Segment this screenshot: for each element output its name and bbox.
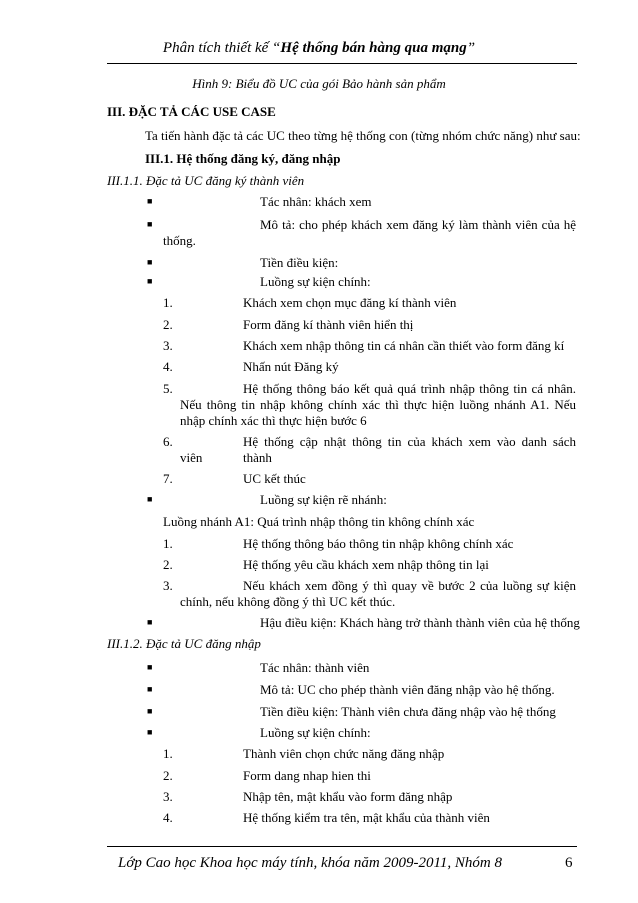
header-rule xyxy=(107,63,577,64)
step-text: Hệ thống kiểm tra tên, mật khẩu của thành viên xyxy=(243,810,490,825)
step-number: 3. xyxy=(163,578,173,593)
step-number: 1. xyxy=(163,295,173,310)
step-text: UC kết thúc xyxy=(243,471,306,486)
footer-text: Lớp Cao học Khoa học máy tính, khóa năm 2009-2011, Nhóm 8 xyxy=(118,855,502,871)
step-number: 4. xyxy=(163,810,173,825)
step-number: 1. xyxy=(163,746,173,761)
uc-login-main-flow: Luồng sự kiện chính: xyxy=(260,725,371,740)
subsection-heading: III.1. Hệ thống đăng ký, đăng nhập xyxy=(145,151,341,166)
step-text: Thành viên chọn chức năng đăng nhập xyxy=(243,746,445,761)
step-number: 4. xyxy=(163,359,173,374)
step-text: Khách xem chọn mục đăng kí thành viên xyxy=(243,295,457,310)
section-heading: III. ĐẶC TẢ CÁC USE CASE xyxy=(107,104,276,119)
step-text: Hệ thống thông báo thông tin nhập không chính xác xyxy=(243,536,514,551)
uc-register-postcondition: Hậu điều kiện: Khách hàng trở thành thành viên của hệ thống xyxy=(260,615,580,630)
step-text: Hệ thống thông báo kết quả quá trình nhập thông tin cá nhân. xyxy=(243,381,576,396)
uc-register-main-flow: Luồng sự kiện chính: xyxy=(260,274,371,289)
uc-register-actor: Tác nhân: khách xem xyxy=(260,194,372,209)
uc-login-actor: Tác nhân: thành viên xyxy=(260,660,370,675)
step-text: Form đăng kí thành viên hiển thị xyxy=(243,317,414,332)
step-text: Hệ thống cập nhật thông tin của khách xem vào danh sách thành xyxy=(243,434,576,465)
step-number: 7. xyxy=(163,471,173,486)
bullet-icon: ■ xyxy=(147,684,153,694)
uc-register-heading: III.1.1. Đặc tả UC đăng ký thành viên xyxy=(107,173,305,188)
step-text-cont: nhập chính xác thì thực hiện bước 6 xyxy=(180,413,367,428)
step-text: Form dang nhap hien thi xyxy=(243,768,371,783)
page-header xyxy=(0,40,638,57)
bullet-icon: ■ xyxy=(147,257,153,267)
uc-register-desc-cont: thống. xyxy=(163,233,196,248)
figure-caption: Hình 9: Biểu đồ UC của gói Bảo hành sản phẩm xyxy=(192,76,446,91)
bullet-icon: ■ xyxy=(147,196,153,206)
header-title: Hệ thống bán hàng qua mạng xyxy=(280,40,467,56)
step-text: Nhấn nút Đăng ký xyxy=(243,359,339,374)
footer-rule xyxy=(107,846,577,847)
uc-login-desc: Mô tả: UC cho phép thành viên đăng nhập vào hệ thống. xyxy=(260,682,555,697)
step-number: 3. xyxy=(163,789,173,804)
step-number: 2. xyxy=(163,557,173,572)
step-number: 5. xyxy=(163,381,173,396)
uc-register-precondition: Tiền điều kiện: xyxy=(260,255,339,270)
step-number: 1. xyxy=(163,536,173,551)
step-number: 2. xyxy=(163,768,173,783)
bullet-icon: ■ xyxy=(147,706,153,716)
page-number: 6 xyxy=(565,855,573,871)
uc-login-heading: III.1.2. Đặc tả UC đăng nhập xyxy=(107,636,261,651)
bullet-icon: ■ xyxy=(147,617,153,627)
uc-register-alt-flow: Luồng sự kiện rẽ nhánh: xyxy=(260,492,387,507)
step-number: 3. xyxy=(163,338,173,353)
step-number: 6. xyxy=(163,434,173,449)
bullet-icon: ■ xyxy=(147,727,153,737)
bullet-icon: ■ xyxy=(147,662,153,672)
header-suffix: ” xyxy=(466,40,476,56)
bullet-icon: ■ xyxy=(147,219,153,229)
step-text: Hệ thống yêu cầu khách xem nhập thông tin lại xyxy=(243,557,489,572)
step-text-cont: chính, nếu không đồng ý thì UC kết thúc. xyxy=(180,594,396,609)
step-text: Nếu khách xem đồng ý thì quay về bước 2 của luồng sự kiện xyxy=(243,578,576,593)
alt-flow-title: Luồng nhánh A1: Quá trình nhập thông tin không chính xác xyxy=(163,514,475,529)
bullet-icon: ■ xyxy=(147,276,153,286)
bullet-icon: ■ xyxy=(147,494,153,504)
step-text: Khách xem nhập thông tin cá nhân cần thiết vào form đăng kí xyxy=(243,338,565,353)
step-number: 2. xyxy=(163,317,173,332)
header-prefix: Phân tích thiết kế “ xyxy=(162,40,281,56)
step-text-cont: Nếu thông tin nhập không chính xác thì thực hiện luồng nhánh A1. Nếu xyxy=(180,397,576,412)
uc-login-precondition: Tiền điều kiện: Thành viên chưa đăng nhập vào hệ thống xyxy=(260,704,556,719)
section-intro: Ta tiến hành đặc tả các UC theo từng hệ thống con (từng nhóm chức năng) như sau: xyxy=(145,128,581,143)
step-text: Nhập tên, mật khẩu vào form đăng nhập xyxy=(243,789,453,804)
step-text-cont: viên xyxy=(180,450,203,465)
uc-register-desc: Mô tả: cho phép khách xem đăng ký làm thành viên của hệ xyxy=(260,217,576,232)
